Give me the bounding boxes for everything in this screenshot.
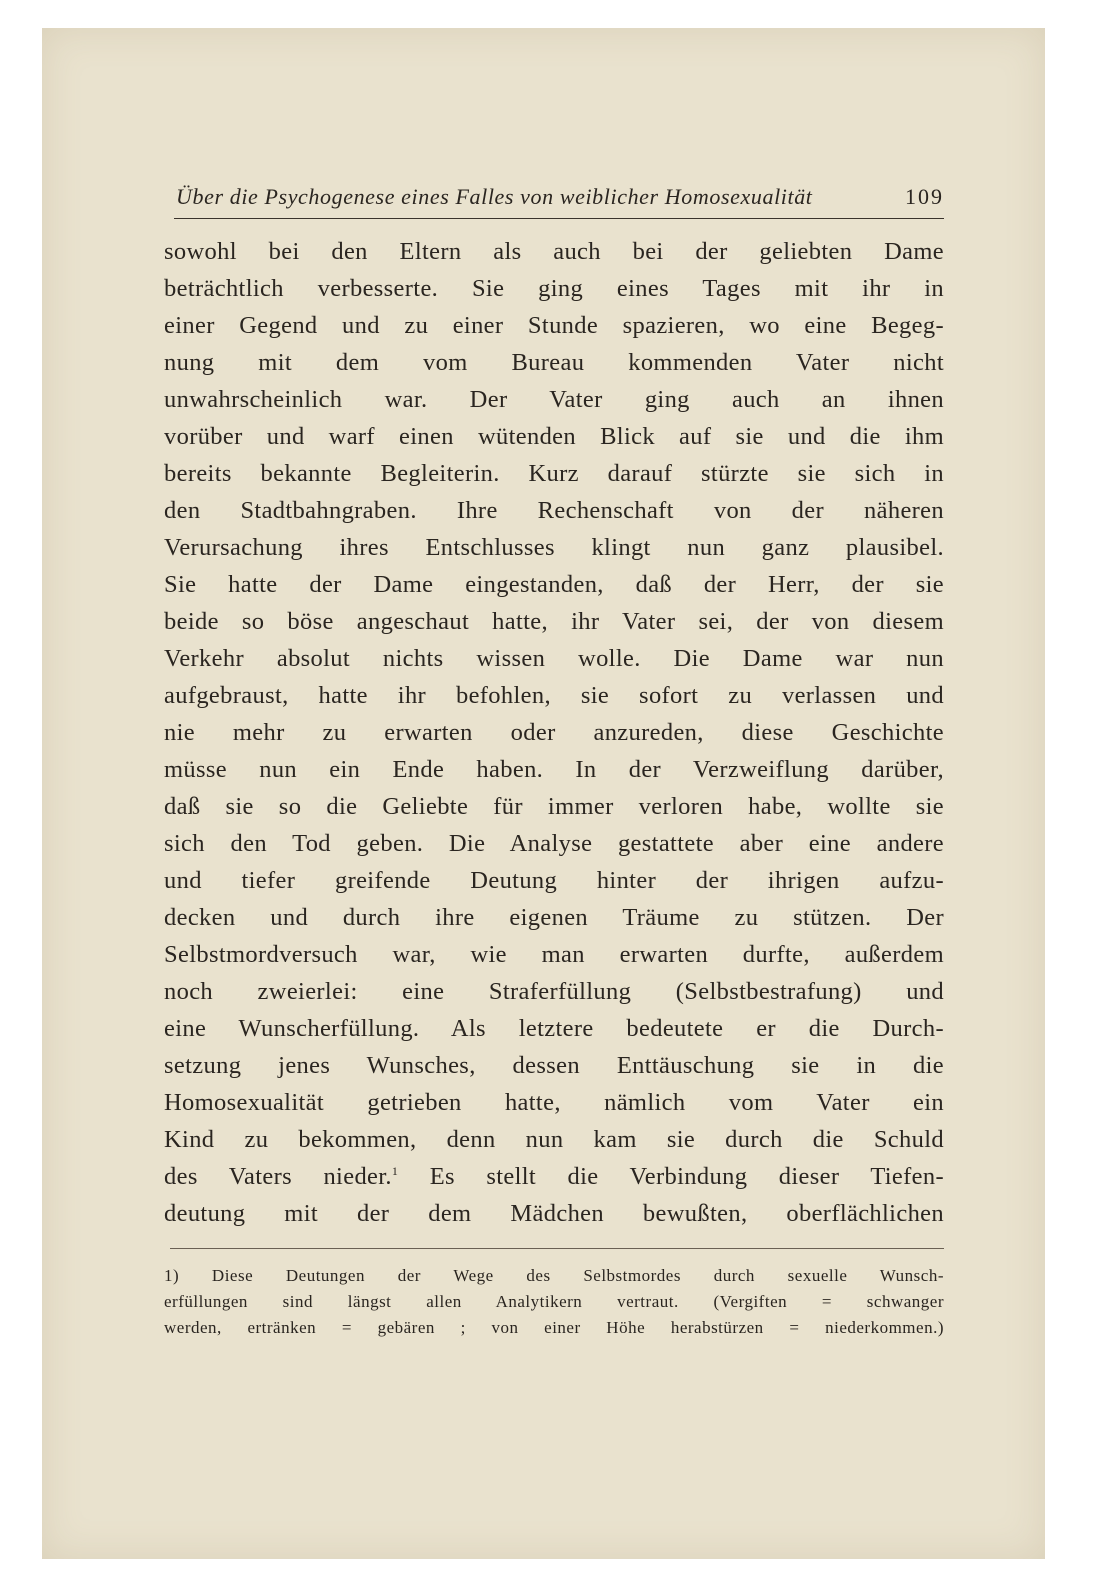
text-line: eine Wunscherfüllung. Als letztere bedeutete er die Durch-: [164, 1015, 944, 1042]
text-line: nung mit dem vom Bureau kommenden Vater nicht: [164, 349, 944, 376]
text-line: Verkehr absolut nichts wissen wolle. Die Dame war nun: [164, 645, 944, 672]
body-text: [164, 233, 944, 1232]
running-title: Über die Psychogenese eines Falles von weiblicher Homosexualität: [176, 184, 813, 209]
text-line: deutung mit der dem Mädchen bewußten, oberflächlichen: [164, 1200, 944, 1227]
text-line: müsse nun ein Ende haben. In der Verzweiflung darüber,: [164, 756, 944, 783]
text-line: aufgebraust, hatte ihr befohlen, sie sofort zu verlassen und: [164, 682, 944, 709]
text-line: unwahrscheinlich war. Der Vater ging auch an ihnen: [164, 386, 944, 413]
text-line: noch zweierlei: eine Straferfüllung (Selbstbestrafung) und: [164, 978, 944, 1005]
text-line: beträchtlich verbesserte. Sie ging eines Tages mit ihr in: [164, 275, 944, 302]
text-line: bereits bekannte Begleiterin. Kurz darauf stürzte sie sich in: [164, 460, 944, 487]
text-line: beide so böse angeschaut hatte, ihr Vater sei, der von diesem: [164, 608, 944, 635]
text-line: und tiefer greifende Deutung hinter der ihrigen aufzu-: [164, 867, 944, 894]
text-line: einer Gegend und zu einer Stunde spazieren, wo eine Begeg-: [164, 312, 944, 339]
running-header: [164, 178, 944, 218]
text-line: den Stadtbahngraben. Ihre Rechenschaft von der näheren: [164, 497, 944, 524]
text-segment: Es stellt die Verbindung dieser Tiefen-: [398, 1163, 944, 1190]
text-line: sich den Tod geben. Die Analyse gestattete aber eine andere: [164, 830, 944, 857]
text-line: decken und durch ihre eigenen Träume zu stützen. Der: [164, 904, 944, 931]
text-line: daß sie so die Geliebte für immer verloren habe, wollte sie: [164, 793, 944, 820]
text-line: nie mehr zu erwarten oder anzureden, diese Geschichte: [164, 719, 944, 746]
text-line: setzung jenes Wunsches, dessen Enttäuschung sie in die: [164, 1052, 944, 1079]
footnote-line: 1) Diese Deutungen der Wege des Selbstmordes durch sexuelle Wunsch-: [164, 1266, 944, 1285]
text-line: Kind zu bekommen, denn nun kam sie durch die Schuld: [164, 1126, 944, 1153]
text-line: vorüber und warf einen wütenden Blick auf sie und die ihm: [164, 423, 944, 450]
text-line: sowohl bei den Eltern als auch bei der geliebten Dame: [164, 238, 944, 265]
text-line: Sie hatte der Dame eingestanden, daß der Herr, der sie: [164, 571, 944, 598]
footnote-line: werden, ertränken = gebären ; von einer Höhe herabstürzen = niederkommen.): [164, 1318, 944, 1337]
scanned-page: [42, 28, 1045, 1559]
header-rule: [174, 218, 944, 219]
footnote-line: erfüllungen sind längst allen Analytikern vertraut. (Vergiften = schwanger: [164, 1292, 944, 1311]
footnote-marker[interactable]: 1: [391, 1163, 399, 1178]
text-line: Homosexualität getrieben hatte, nämlich vom Vater ein: [164, 1089, 944, 1116]
footnotes: [164, 1263, 944, 1341]
text-segment: des Vaters nieder.: [164, 1163, 392, 1190]
text-line: Verursachung ihres Entschlusses klingt nun ganz plausibel.: [164, 534, 944, 561]
page-content: [164, 178, 944, 1341]
text-line-with-footnote: [164, 1158, 944, 1195]
text-line: Selbstmordversuch war, wie man erwarten durfte, außerdem: [164, 941, 944, 968]
footnote-rule: [170, 1248, 944, 1249]
page-number: 109: [905, 184, 944, 209]
